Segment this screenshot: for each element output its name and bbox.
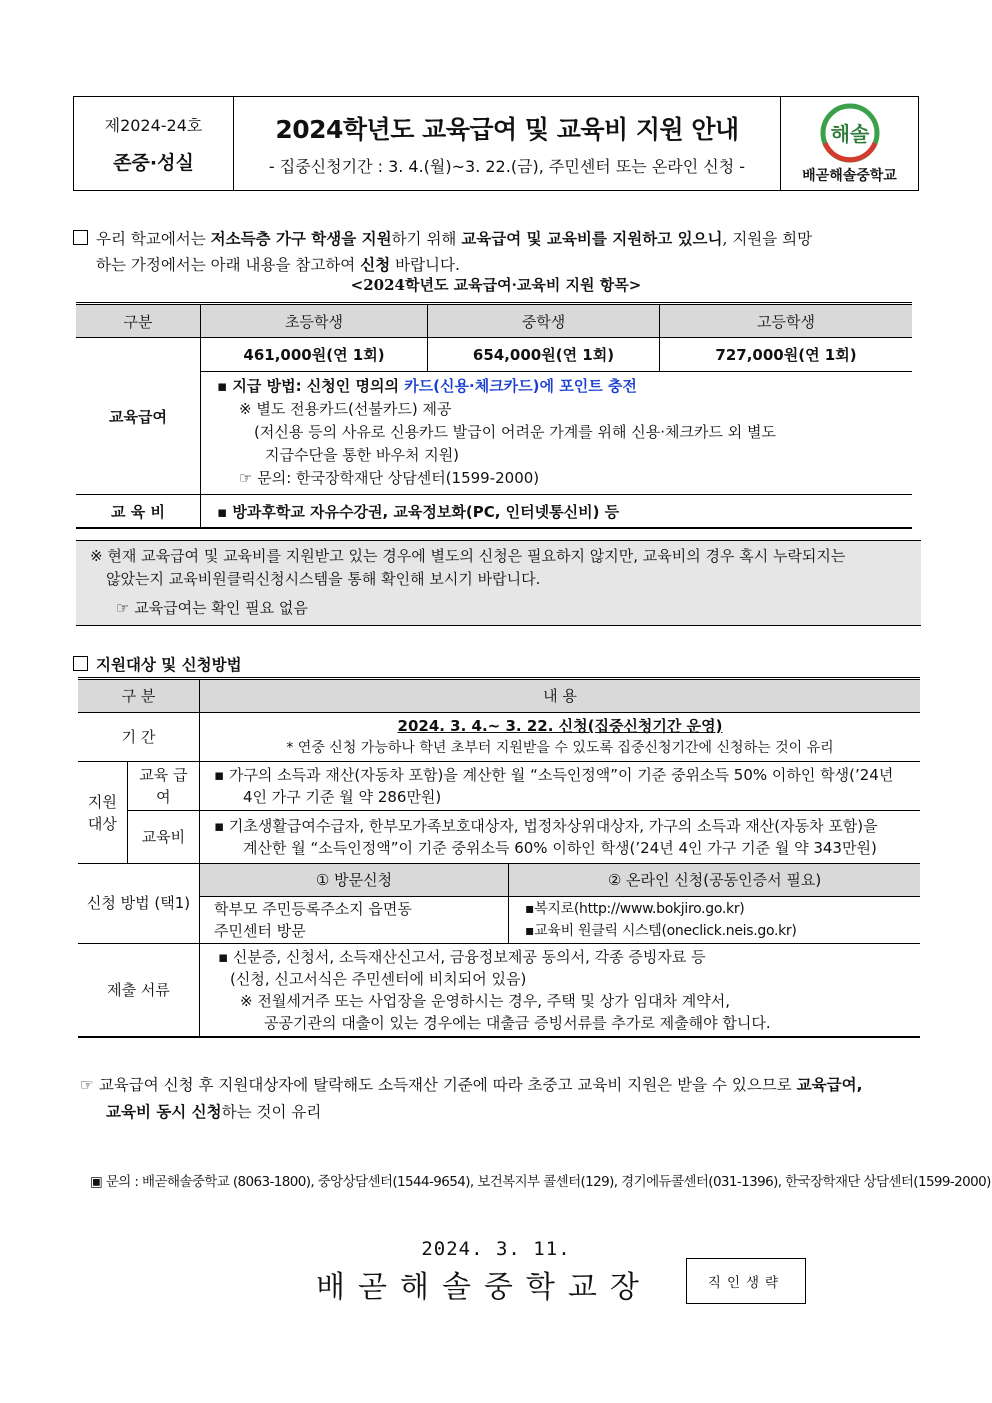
tip-text-1: ☞ 교육급여 신청 후 지원대상자에 탈락해도 소득재산 기준에 따라 초중고 교육비 지원은 받을 수 있으므로: [80, 1076, 797, 1094]
table-row: [78, 897, 920, 944]
online-cell: [509, 897, 921, 944]
docs-label: 제출 서류: [78, 944, 200, 1038]
visit-text-2: 주민센터 방문: [214, 922, 306, 940]
school-motto: 존중·성실: [113, 151, 194, 174]
online-text-2: ▪교육비 원클릭 시스템(oneclick.neis.go.kr): [525, 923, 797, 939]
target-method-table: [78, 677, 920, 1038]
notice-line-2: 않았는지 교육비원클릭신청시스템을 통해 확인해 보시기 바랍니다.: [106, 570, 541, 588]
edu-cost-label: 교 육 비: [76, 495, 201, 529]
logo-mark-text: 해솔: [830, 121, 869, 146]
period-label: 기 간: [78, 713, 200, 762]
header-logo-cell: [780, 97, 918, 190]
period-cell: [200, 713, 921, 762]
intro-text-2: 하기 위해: [391, 230, 462, 248]
pay-method-cell: [201, 372, 913, 495]
table-row: [78, 944, 920, 1038]
tip-bold-1: 교육급여,: [796, 1076, 863, 1094]
col-header: 구 분: [78, 679, 200, 713]
notice-line-1: ※ 현재 교육급여 및 교육비를 지원받고 있는 경우에 별도의 신청은 필요하지 않지만, 교육비의 경우 혹시 누락되지는: [90, 547, 846, 565]
voucher-note-1: (저신용 등의 사유로 신용카드 발급이 어려운 가계를 위해 신용·체크카드 외 별도: [254, 423, 776, 441]
doc-number: 제2024-24호: [104, 115, 203, 135]
voucher-note-2: 지급수단을 통한 바우처 지원): [265, 446, 460, 464]
signer-name: 배곧해솔중학교장: [316, 1270, 652, 1305]
document-header: [73, 96, 919, 191]
amount-high: 727,000원(연 1회): [660, 338, 913, 372]
intro-bold-2: 교육급여 및 교육비를 지원하고 있으니: [461, 229, 723, 248]
intro-text-1: 우리 학교에서는: [96, 230, 211, 248]
target-label: 지원 대상: [78, 762, 127, 864]
period-note: * 연중 신청 가능하나 학년 초부터 지원받을 수 있도록 집중신청기간에 신청하는 것이 유리: [286, 740, 834, 756]
intro-text-4: 하는 가정에서는 아래 내용을 참고하여: [96, 256, 361, 274]
table-header-row: [76, 304, 912, 338]
period-main: 2024. 3. 4.~ 3. 22. 신청(집중신청기간 운영): [397, 717, 723, 735]
pay-method-prefix: ▪ 지급 방법: 신청인 명의의: [217, 377, 405, 395]
table-row: [78, 811, 920, 864]
edu-cost-text: [201, 495, 913, 529]
intro-text-5: 바랍니다.: [390, 256, 460, 274]
docs-text-1: ▪ 신분증, 신청서, 소득재산신고서, 금융정보제공 동의서, 각종 증빙자료 등: [218, 948, 706, 966]
support-items-table: [76, 302, 912, 529]
notice-box: [76, 540, 921, 626]
seal-omitted-box: 직인생략: [686, 1258, 806, 1304]
col-header: 중학생: [428, 304, 660, 338]
inquiry-note: ☞ 문의: 한국장학재단 상담센터(1599-2000): [239, 469, 540, 487]
online-header: ② 온라인 신청(공동인증서 필요): [509, 864, 921, 897]
page-title: 2024학년도 교육급여 및 교육비 지원 안내: [275, 115, 739, 144]
cost-label: 교육비: [127, 811, 199, 864]
cost-text-2: 계산한 월 “소득인정액”이 기준 중위소득 60% 이하인 학생(’24년 4인 가구 기준 월 약 343만원): [243, 839, 877, 857]
edu-cost-value: ▪ 방과후학교 자유수강권, 교육정보화(PC, 인터넷통신비) 등: [217, 502, 620, 521]
table-row: [78, 762, 920, 811]
header-title-cell: [234, 97, 780, 190]
tip-bold-2: 교육비 동시 신청: [106, 1103, 222, 1121]
apply-label: 신청 방법 (택1): [78, 864, 200, 944]
issue-date: 2024. 3. 11.: [421, 1238, 571, 1260]
tip-paragraph: [80, 1072, 922, 1126]
intro-bold-1: 저소득층 가구 학생을 지원: [210, 229, 392, 248]
table-row: [76, 338, 912, 372]
table-row: [76, 495, 912, 529]
col-header: 내 용: [200, 679, 921, 713]
visit-header: ① 방문신청: [200, 864, 509, 897]
header-left-cell: [74, 97, 234, 190]
intro-bold-3: 신청: [360, 255, 391, 274]
benefit-cell: [200, 762, 921, 811]
section2-title-text: 지원대상 및 신청방법: [96, 656, 242, 674]
section2-title: [73, 653, 242, 675]
tip-text-2: 하는 것이 유리: [221, 1103, 322, 1121]
intro-paragraph: [73, 226, 921, 278]
edu-benefit-label: 교육급여: [76, 338, 201, 495]
checkbox-icon: [73, 656, 88, 671]
benefit-text-2: 4인 가구 기준 월 약 286만원): [243, 788, 442, 806]
table-row: [78, 864, 920, 897]
prepaid-note: ※ 별도 전용카드(선불카드) 제공: [239, 400, 452, 418]
school-logo-icon: [815, 103, 885, 163]
docs-cell: [200, 944, 921, 1038]
school-name-logo: 배곧해솔중학교: [802, 167, 897, 184]
docs-text-3: ※ 전월세거주 또는 사업장을 운영하시는 경우, 주택 및 상가 임대차 계약서,: [240, 992, 730, 1010]
visit-text-1: 학부모 주민등록주소지 읍면동: [214, 900, 412, 918]
pay-method-line: [209, 375, 904, 398]
benefit-text-1: ▪ 가구의 소득과 재산(자동차 포함)을 계산한 월 “소득인정액”이 기준 중위소득 50% 이하인 학생(’24년: [214, 766, 894, 784]
cost-text-1: ▪ 기초생활급여수급자, 한부모가족보호대상자, 법정차상위대상자, 가구의 소득과 재산(자동차 포함)을: [214, 817, 878, 835]
notice-line-3: ☞ 교육급여는 확인 필요 없음: [116, 599, 308, 617]
visit-cell: [200, 897, 509, 944]
online-text-1: ▪복지로(http://www.bokjiro.go.kr): [525, 901, 745, 917]
col-header: 초등학생: [201, 304, 428, 338]
cost-cell: [200, 811, 921, 864]
amount-middle: 654,000원(연 1회): [428, 338, 660, 372]
table-row: [76, 372, 912, 495]
intro-text-3: , 지원을 희망: [722, 230, 813, 248]
docs-text-4: 공공기관의 대출이 있는 경우에는 대출금 증빙서류를 추가로 제출해야 합니다.: [264, 1014, 771, 1032]
table-row: [78, 713, 920, 762]
checkbox-icon: [73, 230, 88, 245]
table-header-row: [78, 679, 920, 713]
amount-elementary: 461,000원(연 1회): [201, 338, 428, 372]
col-header: 고등학생: [660, 304, 913, 338]
pay-method-highlight: 카드(신용·체크카드)에 포인트 충전: [404, 377, 637, 395]
col-header: 구분: [76, 304, 201, 338]
docs-text-2: (신청, 신고서식은 주민센터에 비치되어 있음): [230, 970, 527, 988]
contact-line: ▣ 문의 : 배곧해솔중학교 (8063-1800), 중앙상담센터(1544-9654), 보건복지부 콜센터(129), 경기에듀콜센터(031-1396), 한국장학재단 상담센터(1599-2000): [90, 1174, 991, 1190]
benefit-label: 교육 급여: [127, 762, 199, 811]
table1-caption: <2024학년도 교육급여·교육비 지원 항목>: [350, 276, 642, 294]
page-subtitle: - 집중신청기간 : 3. 4.(월)~3. 22.(금), 주민센터 또는 온라인 신청 -: [268, 157, 746, 176]
